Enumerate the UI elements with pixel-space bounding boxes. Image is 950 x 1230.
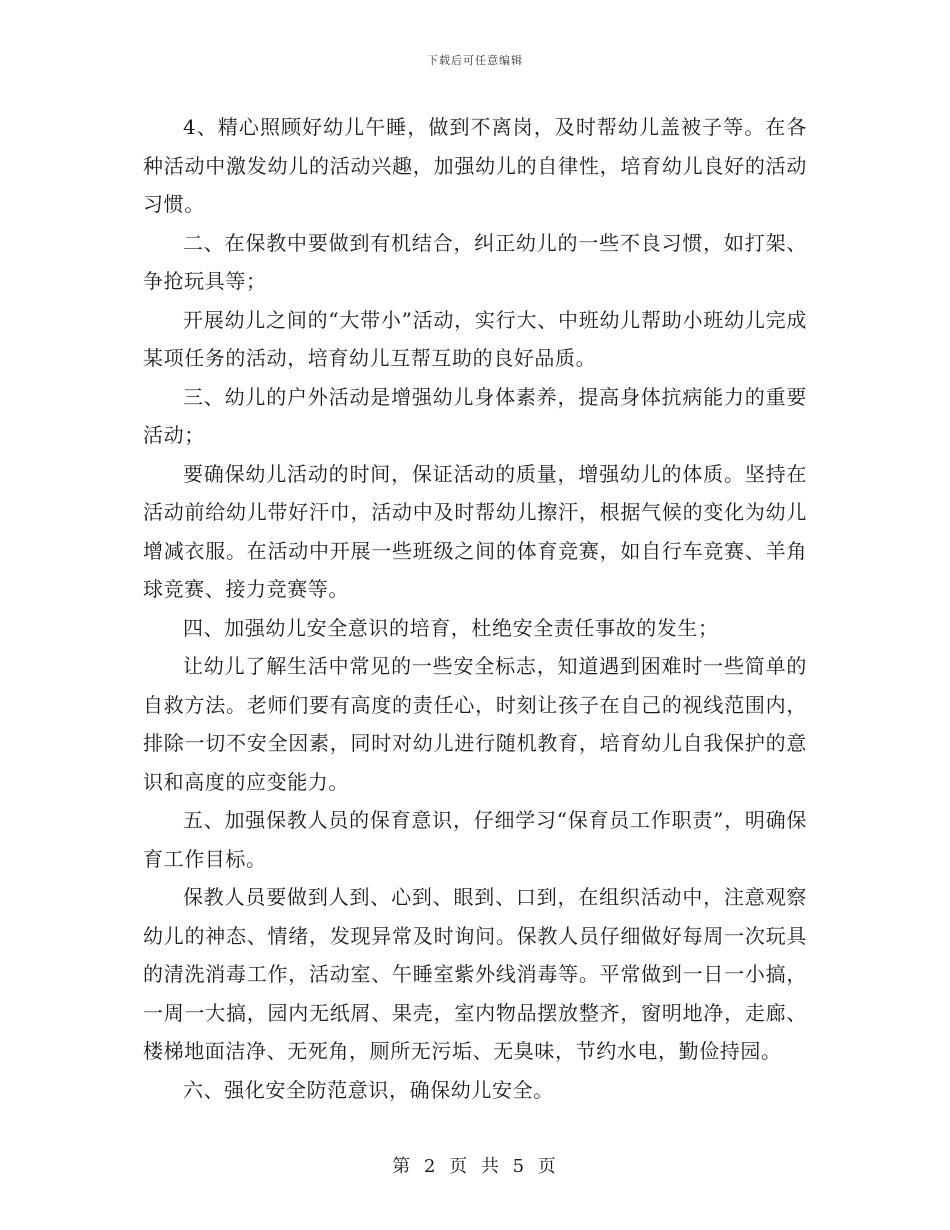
paragraph-4: 三、幼儿的户外活动是增强幼儿身体素养，提高身体抗病能力的重要活动； — [143, 384, 807, 447]
paragraph-2: 二、在保教中要做到有机结合，纠正幼儿的一些不良习惯，如打架、争抢玩具等； — [143, 230, 807, 293]
document-body — [143, 108, 807, 1109]
paragraph-1: 4、精心照顾好幼儿午睡，做到不离岗，及时帮幼儿盖被子等。在各种活动中激发幼儿的活动兴趣，加强幼儿的自律性，培育幼儿良好的活动习惯。 — [143, 115, 807, 216]
paragraph-10: 六、强化安全防范意识，确保幼儿安全。 — [183, 1077, 554, 1102]
paragraph-5: 要确保幼儿活动的时间，保证活动的质量，增强幼儿的体质。坚持在活动前给幼儿带好汗巾，活动中及时帮幼儿擦汗，根据气候的变化为幼儿增减衣服。在活动中开展一些班级之间的体育竞赛，如自行车竞赛、羊角球竞赛、接力竞赛等。 — [143, 461, 807, 601]
page-number: 第 2 页 共 5 页 — [392, 1156, 558, 1177]
paragraph-6: 四、加强幼儿安全意识的培育，杜绝安全责任事故的发生； — [183, 615, 719, 640]
page-header: 下载后可任意编辑 — [427, 54, 523, 67]
paragraph-8: 五、加强保教人员的保育意识，仔细学习“保育员工作职责”，明确保育工作目标。 — [143, 808, 807, 871]
paragraph-3: 开展幼儿之间的“大带小”活动，实行大、中班幼儿帮助小班幼儿完成某项任务的活动，培育幼儿互帮互助的良好品质。 — [143, 307, 807, 370]
paragraph-9: 保教人员要做到人到、心到、眼到、口到，在组织活动中，注意观察幼儿的神态、情绪，发现异常及时询问。保教人员仔细做好每周一次玩具的清洗消毒工作，活动室、午睡室紫外线消毒等。平常做到一日一小搞，一周一大搞，园内无纸屑、果壳，室内物品摆放整齐，窗明地净，走廊、楼梯地面洁净、无死角，厕所无污垢、无臭味，节约水电，勤俭持园。 — [143, 885, 807, 1063]
paragraph-7: 让幼儿了解生活中常见的一些安全标志，知道遇到困难时一些简单的自救方法。老师们要有高度的责任心，时刻让孩子在自己的视线范围内，排除一切不安全因素，同时对幼儿进行随机教育，培育幼儿自我保护的意识和高度的应变能力。 — [143, 654, 807, 794]
